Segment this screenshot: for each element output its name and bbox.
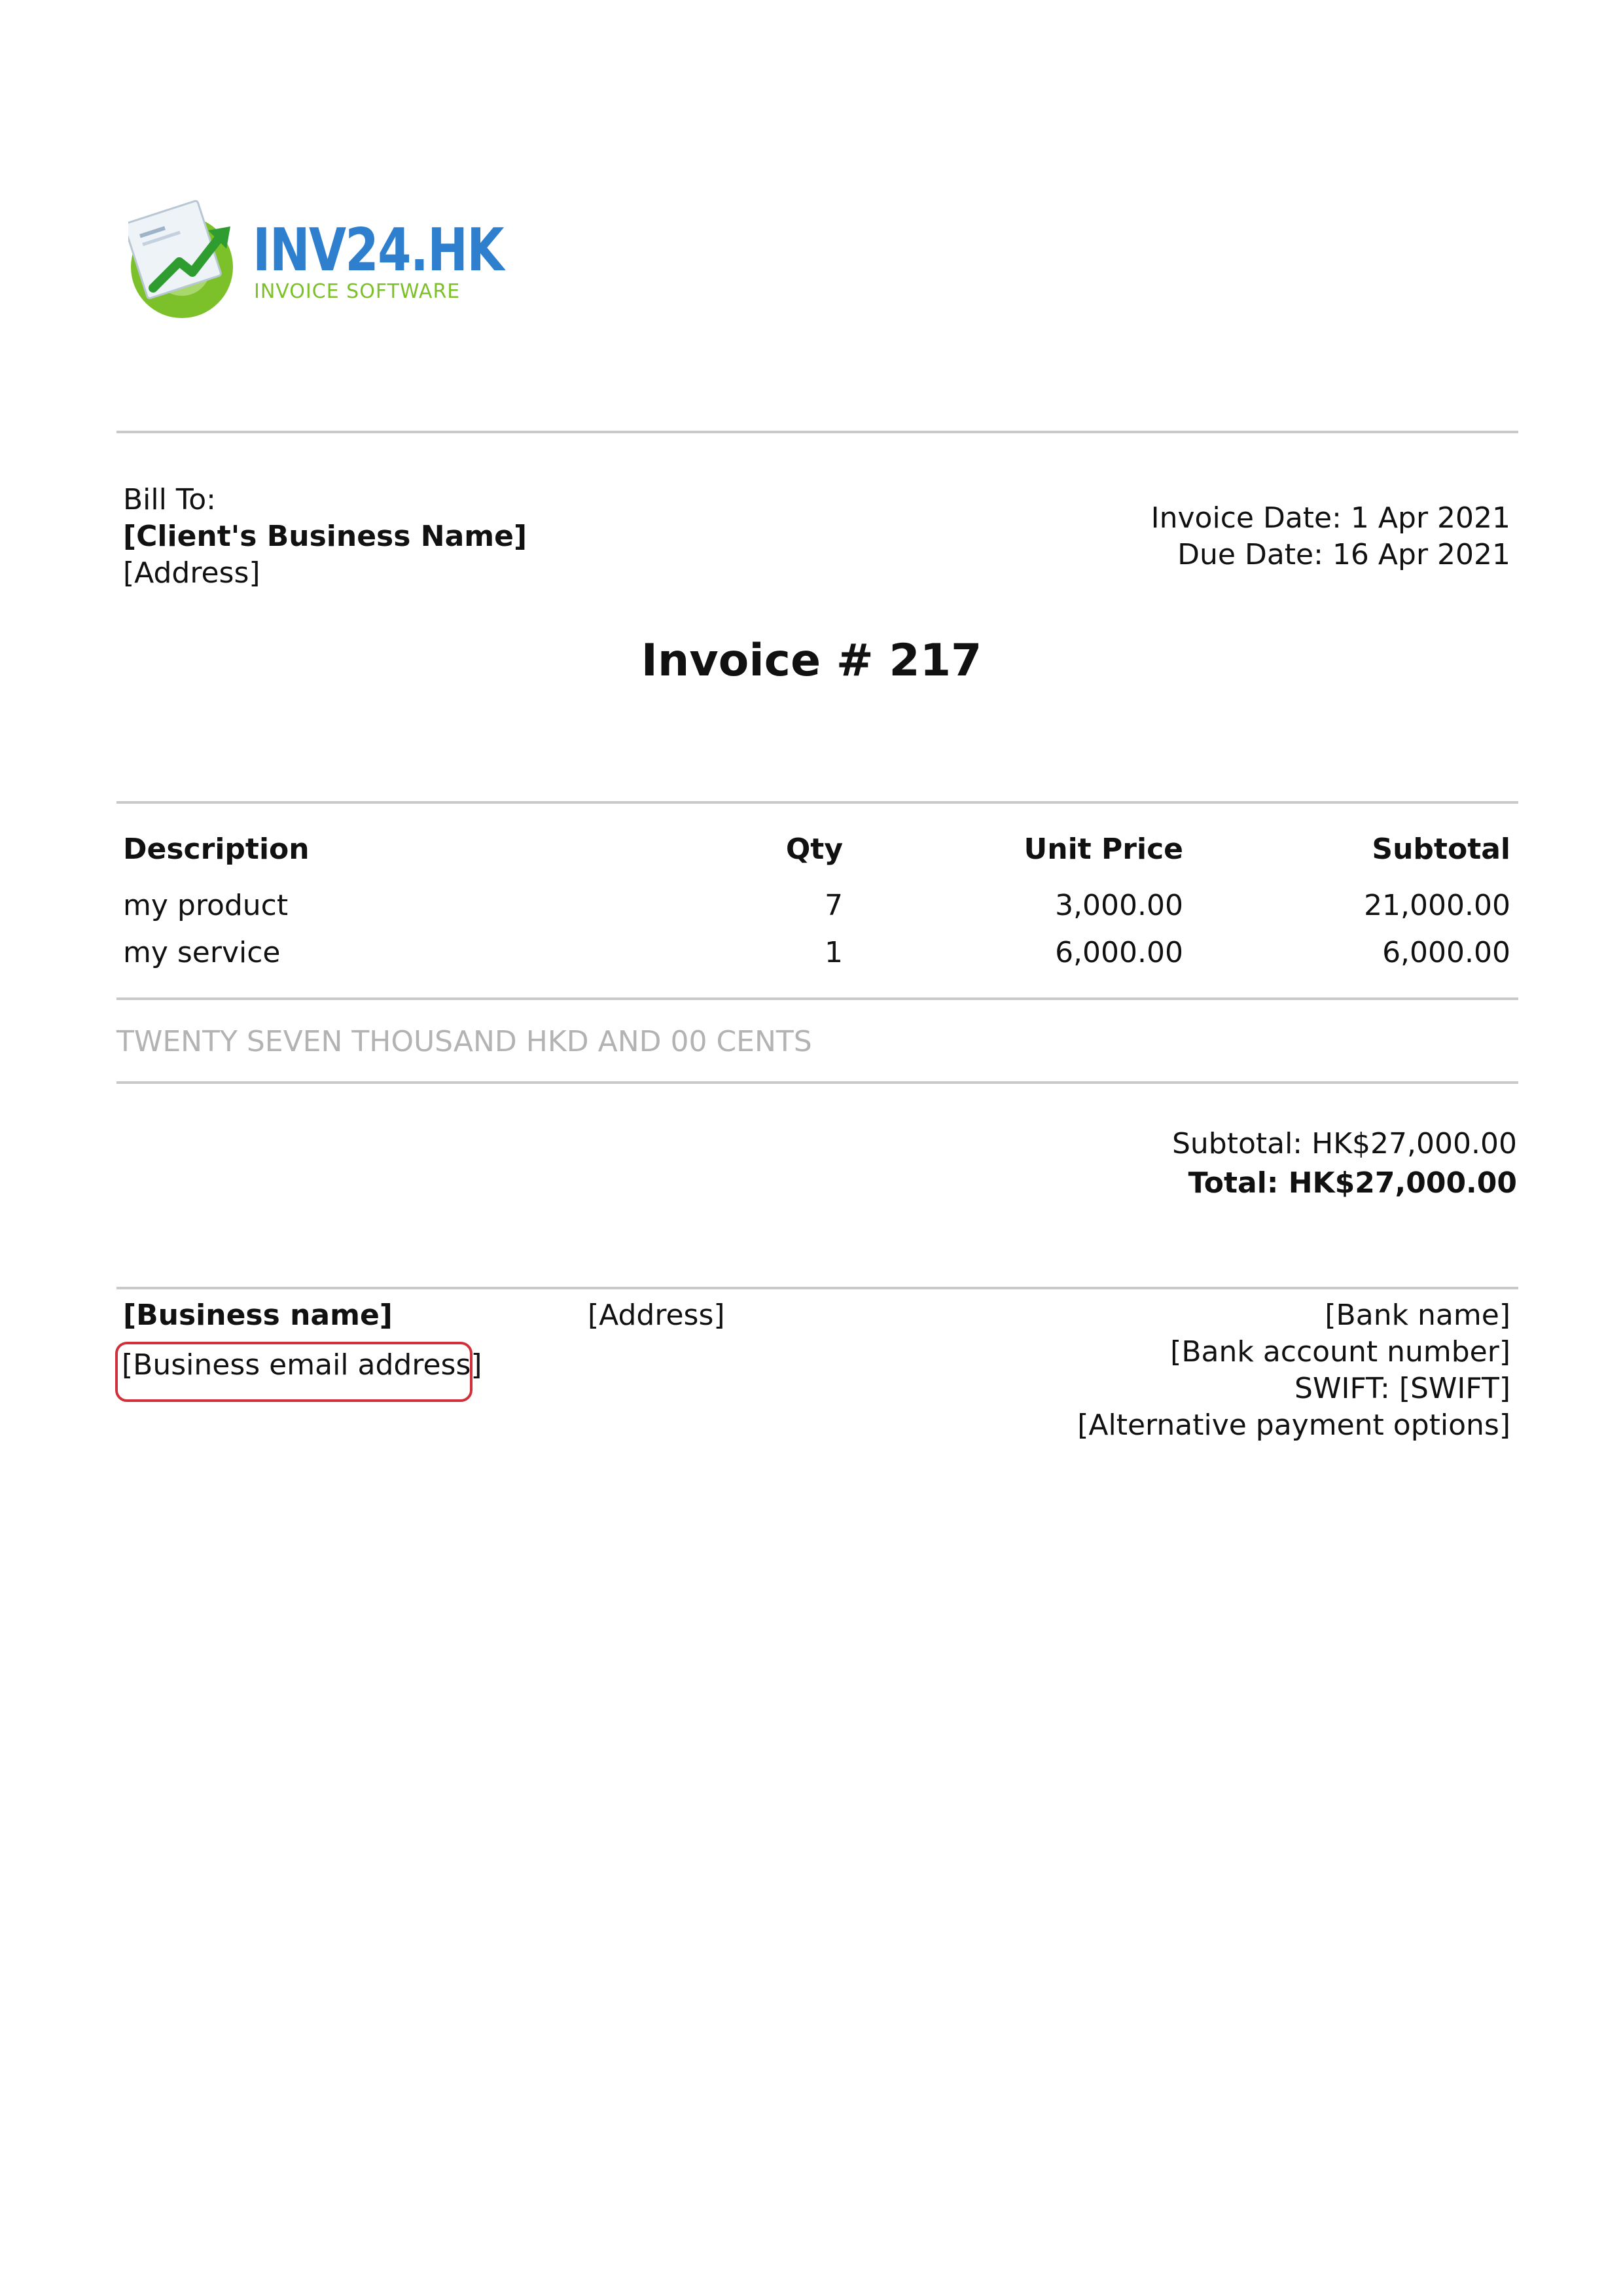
totals-subtotal: Subtotal: HK$27,000.00 xyxy=(1171,1127,1517,1160)
client-address: [Address] xyxy=(123,556,260,590)
item-description: my product xyxy=(123,889,289,922)
column-header-subtotal: Subtotal xyxy=(1372,833,1510,866)
swift-code: SWIFT: [SWIFT] xyxy=(1294,1372,1510,1405)
column-header-description: Description xyxy=(123,833,310,866)
bank-account-number: [Bank account number] xyxy=(1170,1335,1510,1369)
business-email: [Business email address] xyxy=(122,1348,482,1382)
logo-title: INV24.HK xyxy=(253,216,503,285)
column-header-qty: Qty xyxy=(785,833,843,866)
business-name: [Business name] xyxy=(123,1299,393,1332)
column-header-unit-price: Unit Price xyxy=(1024,833,1183,866)
words-divider xyxy=(116,1081,1518,1084)
client-business-name: [Client's Business Name] xyxy=(123,520,527,553)
table-top-divider xyxy=(116,801,1518,804)
bill-to-label: Bill To: xyxy=(123,483,216,516)
chart-document-logo-icon xyxy=(128,196,253,321)
item-qty: 7 xyxy=(825,889,843,922)
totals-total: Total: HK$27,000.00 xyxy=(1188,1166,1517,1200)
item-subtotal: 6,000.00 xyxy=(1382,936,1510,969)
header-divider xyxy=(116,431,1518,433)
invoice-date: Invoice Date: 1 Apr 2021 xyxy=(1150,501,1510,535)
footer-divider xyxy=(116,1287,1518,1289)
item-unit-price: 3,000.00 xyxy=(1055,889,1183,922)
item-qty: 1 xyxy=(825,936,843,969)
invoice-title: Invoice # 217 xyxy=(641,635,982,687)
item-unit-price: 6,000.00 xyxy=(1055,936,1183,969)
item-description: my service xyxy=(123,936,281,969)
company-logo xyxy=(128,196,503,321)
table-bottom-divider xyxy=(116,997,1518,1000)
alternative-payment-options: [Alternative payment options] xyxy=(1077,1408,1510,1442)
amount-in-words: TWENTY SEVEN THOUSAND HKD AND 00 CENTS xyxy=(116,1025,812,1058)
due-date: Due Date: 16 Apr 2021 xyxy=(1177,538,1510,571)
bank-name: [Bank name] xyxy=(1325,1299,1510,1332)
business-address: [Address] xyxy=(588,1299,725,1332)
item-subtotal: 21,000.00 xyxy=(1364,889,1510,922)
logo-subtitle: INVOICE SOFTWARE xyxy=(254,280,461,303)
